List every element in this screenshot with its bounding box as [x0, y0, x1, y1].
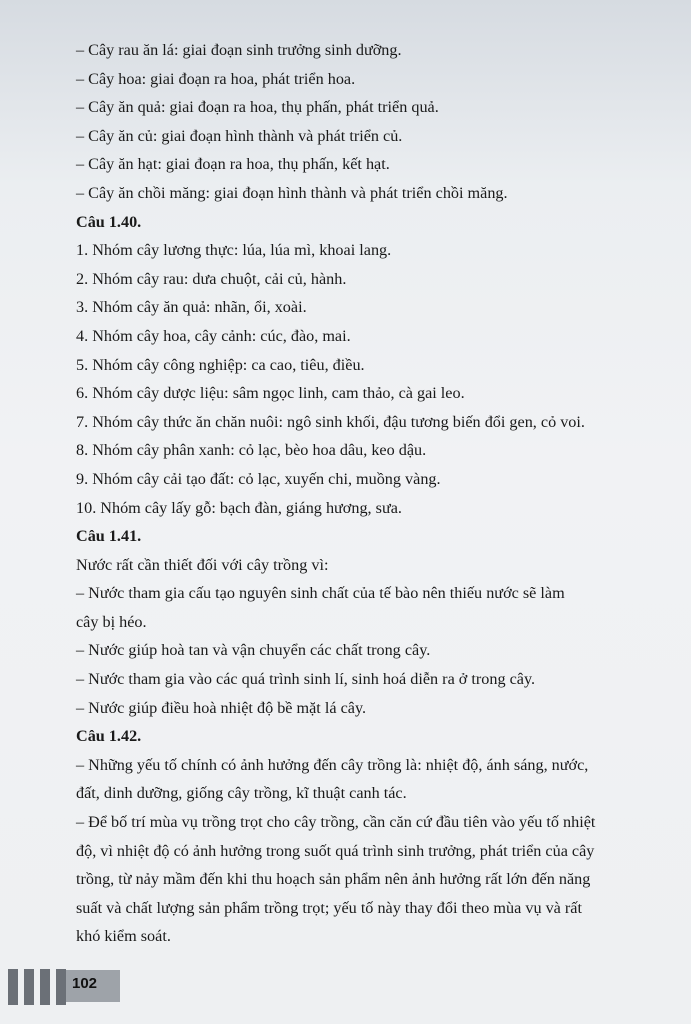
list-item: 3. Nhóm cây ăn quả: nhãn, ổi, xoài. [76, 298, 307, 317]
list-item: – Cây rau ăn lá: giai đoạn sinh trưởng sinh dưỡng. [76, 41, 402, 59]
paragraph-line: – Nước tham gia vào các quá trình sinh lí, sinh hoá diễn ra ở trong cây. [76, 670, 536, 689]
paragraph-line: độ, vì nhiệt độ có ảnh hưởng trong suốt quá trình sinh trưởng, phát triển của cây [76, 841, 595, 860]
paragraph-line: – Những yếu tố chính có ảnh hưởng đến cây trồng là: nhiệt độ, ánh sáng, nước, [76, 755, 589, 774]
paragraph-line: – Để bố trí mùa vụ trồng trọt cho cây trồng, cần căn cứ đầu tiên vào yếu tố nhiệt [76, 813, 596, 832]
question-heading-1-42: Câu 1.42. [76, 727, 142, 746]
list-item: 6. Nhóm cây dược liệu: sâm ngọc linh, cam thảo, cà gai leo. [76, 384, 465, 403]
paragraph-line: cây bị héo. [76, 612, 147, 631]
list-item: 5. Nhóm cây công nghiệp: ca cao, tiêu, điều. [76, 355, 365, 374]
list-item: 2. Nhóm cây rau: dưa chuột, cải củ, hành. [76, 269, 347, 288]
list-item: 4. Nhóm cây hoa, cây cảnh: cúc, đào, mai. [76, 326, 351, 345]
question-heading-1-40: Câu 1.40. [76, 212, 142, 231]
list-item: – Cây ăn chồi măng: giai đoạn hình thành và phát triển chồi măng. [76, 183, 508, 202]
list-item: 7. Nhóm cây thức ăn chăn nuôi: ngô sinh khối, đậu tương biến đổi gen, cỏ voi. [76, 412, 585, 431]
list-item: 9. Nhóm cây cải tạo đất: cỏ lạc, xuyến chi, muồng vàng. [76, 469, 441, 488]
question-heading-1-41: Câu 1.41. [76, 527, 142, 546]
paragraph-line: suất và chất lượng sản phẩm trồng trọt; yếu tố này thay đổi theo mùa vụ và rất [76, 898, 582, 917]
footer-stripes [0, 969, 70, 1005]
paragraph-line: đất, dinh dưỡng, giống cây trồng, kĩ thuật canh tác. [76, 784, 407, 803]
paragraph-line: – Nước tham gia cấu tạo nguyên sinh chất của tế bào nên thiếu nước sẽ làm [76, 584, 565, 603]
paragraph-line: trồng, từ nảy mầm đến khi thu hoạch sản phẩm nên ảnh hưởng rất lớn đến năng [76, 870, 591, 889]
paragraph-line: – Nước giúp điều hoà nhiệt độ bề mặt lá cây. [76, 698, 367, 717]
list-item: – Cây ăn hạt: giai đoạn ra hoa, thụ phấn, kết hạt. [76, 155, 390, 174]
list-item: – Cây ăn củ: giai đoạn hình thành và phát triển củ. [76, 126, 403, 145]
list-item: – Cây hoa: giai đoạn ra hoa, phát triển hoa. [76, 69, 356, 88]
page-body [76, 36, 656, 951]
list-item: 10. Nhóm cây lấy gỗ: bạch đàn, giáng hương, sưa. [76, 498, 402, 517]
list-item: – Cây ăn quả: giai đoạn ra hoa, thụ phấn, phát triển quả. [76, 98, 439, 117]
page-number: 102 [72, 975, 98, 992]
paragraph-line: khó kiểm soát. [76, 927, 171, 946]
list-item: 8. Nhóm cây phân xanh: cỏ lạc, bèo hoa dâu, keo dậu. [76, 441, 427, 460]
list-item: 1. Nhóm cây lương thực: lúa, lúa mì, khoai lang. [76, 241, 392, 260]
paragraph-line: – Nước giúp hoà tan và vận chuyển các chất trong cây. [76, 641, 431, 660]
paragraph-intro: Nước rất cần thiết đối với cây trồng vì: [76, 555, 329, 574]
